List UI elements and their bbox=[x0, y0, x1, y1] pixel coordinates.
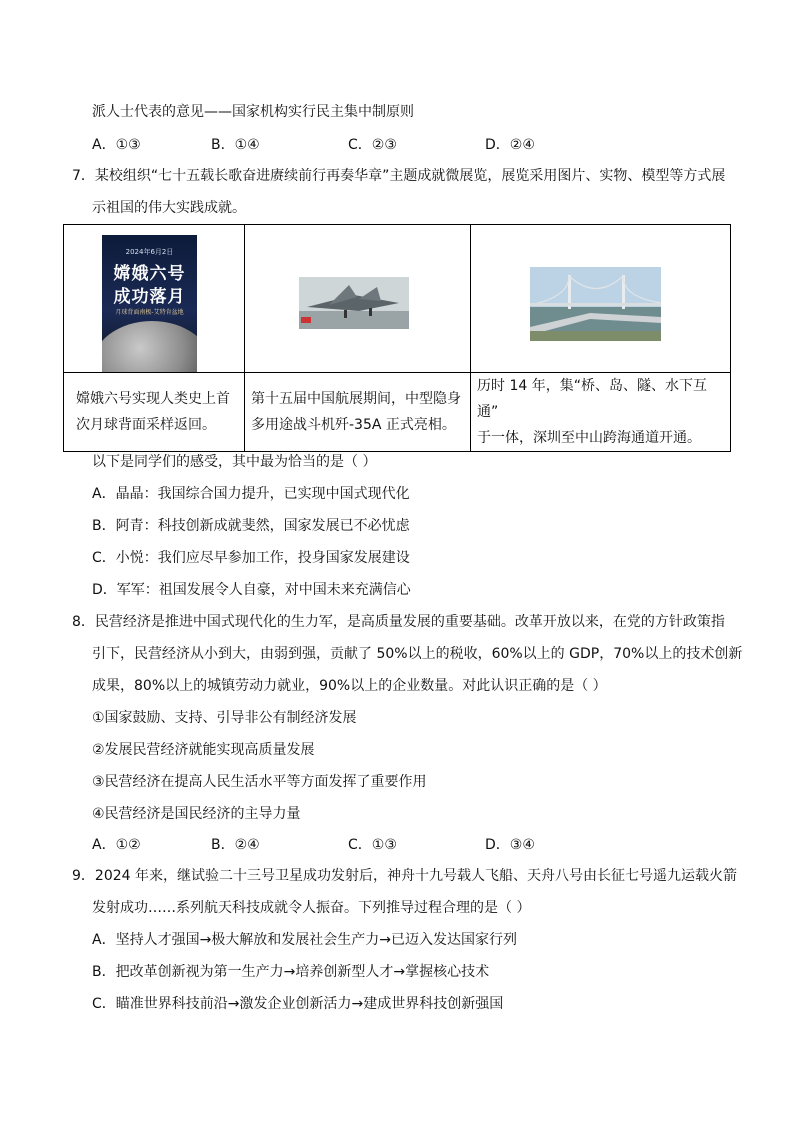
q6-statement-continuation: 派人士代表的意见——国家机构实行民主集中制原则 bbox=[92, 104, 414, 120]
q8-statement-3: ③民营经济在提高人民生活水平等方面发挥了重要作用 bbox=[92, 774, 427, 790]
caption-change6 bbox=[64, 373, 245, 452]
change6-image-cell bbox=[64, 225, 245, 373]
caption-bridge-line1: 历时 14 年，集“桥、岛、隧、水下互通” bbox=[477, 378, 707, 420]
caption-fighter bbox=[245, 373, 471, 452]
q8-statement-4: ④民营经济是国民经济的主导力量 bbox=[92, 806, 301, 822]
q7-option-b[interactable]: B．阿青：科技创新成就斐然，国家发展已不必忧虑 bbox=[92, 518, 410, 534]
poster-date: 2024年6月2日 bbox=[125, 248, 174, 256]
q7-option-c[interactable]: C．小悦：我们应尽早参加工作，投身国家发展建设 bbox=[92, 550, 410, 566]
moon-graphic bbox=[102, 321, 197, 372]
caption-bridge-line2: 于一体，深圳至中山跨海通道开通。 bbox=[477, 430, 701, 446]
q9-option-b[interactable]: B．把改革创新视为第一生产力→培养创新型人才→掌握核心技术 bbox=[92, 964, 490, 980]
caption-change6-line1: 嫦娥六号实现人类史上首 bbox=[76, 391, 230, 407]
q6-option-a[interactable]: A．①③ bbox=[92, 137, 141, 153]
change6-poster-image bbox=[102, 235, 197, 372]
caption-change6-line2: 次月球背面采样返回。 bbox=[76, 417, 216, 433]
q9-stem-line1: 9．2024 年来，继试验二十三号卫星成功发射后，神舟十九号载人飞船、天舟八号由长征七号遥九运载火箭 bbox=[72, 868, 737, 884]
q8-option-c[interactable]: C．①③ bbox=[348, 837, 397, 853]
caption-fighter-line1: 第十五届中国航展期间，中型隐身 bbox=[251, 391, 461, 407]
achievement-table bbox=[63, 224, 731, 452]
bridge-image bbox=[530, 267, 661, 341]
q7-option-a[interactable]: A．晶晶：我国综合国力提升，已实现中国式现代化 bbox=[92, 486, 410, 502]
q7-question: 以下是同学们的感受，其中最为恰当的是（ ） bbox=[92, 454, 377, 470]
q9-option-c[interactable]: C．瞄准世界科技前沿→激发企业创新活力→建成世界科技创新强国 bbox=[92, 996, 504, 1012]
poster-title-line2: 成功落月 bbox=[113, 287, 186, 307]
poster-title-line1: 嫦娥六号 bbox=[113, 264, 186, 284]
q8-statement-1: ①国家鼓励、支持、引导非公有制经济发展 bbox=[92, 710, 357, 726]
q7-option-d[interactable]: D．军军：祖国发展令人自豪，对中国未来充满信心 bbox=[92, 582, 411, 598]
q8-option-d[interactable]: D．③④ bbox=[485, 837, 535, 853]
q6-option-c[interactable]: C．②③ bbox=[348, 137, 397, 153]
q6-option-b[interactable]: B．①④ bbox=[211, 137, 260, 153]
q8-stem-line1: 8．民营经济是推进中国式现代化的生力军，是高质量发展的重要基础。改革开放以来，在党的方针政策指 bbox=[72, 614, 725, 630]
caption-bridge bbox=[471, 373, 731, 452]
bridge-image-cell bbox=[471, 225, 731, 373]
caption-fighter-line2: 多用途战斗机歼-35A 正式亮相。 bbox=[251, 417, 456, 433]
poster-subtitle: 月球背面南极-艾特肯盆地 bbox=[115, 309, 184, 316]
q8-stem-line3: 成果，80%以上的城镇劳动力就业，90%以上的企业数量。对此认识正确的是（ ） bbox=[92, 678, 607, 694]
q8-option-a[interactable]: A．①② bbox=[92, 837, 141, 853]
fighter-image-cell bbox=[245, 225, 471, 373]
fighter-jet-image bbox=[299, 277, 409, 329]
q8-option-b[interactable]: B．②④ bbox=[211, 837, 260, 853]
q8-stem-line2: 引下，民营经济从小到大，由弱到强，贡献了 50%以上的税收，60%以上的 GDP，70%以上的技术创新 bbox=[92, 646, 743, 662]
q9-stem-line2: 发射成功……系列航天科技成就令人振奋。下列推导过程合理的是（ ） bbox=[92, 900, 531, 916]
q7-stem-line1: 7．某校组织“七十五载长歌奋进赓续前行再奏华章”主题成就微展览，展览采用图片、实物、模型等方式展 bbox=[72, 168, 726, 184]
q9-option-a[interactable]: A．坚持人才强国→极大解放和发展社会生产力→已迈入发达国家行列 bbox=[92, 932, 518, 948]
q7-stem-line2: 示祖国的伟大实践成就。 bbox=[92, 200, 246, 216]
q6-option-d[interactable]: D．②④ bbox=[485, 137, 535, 153]
q8-statement-2: ②发展民营经济就能实现高质量发展 bbox=[92, 742, 315, 758]
